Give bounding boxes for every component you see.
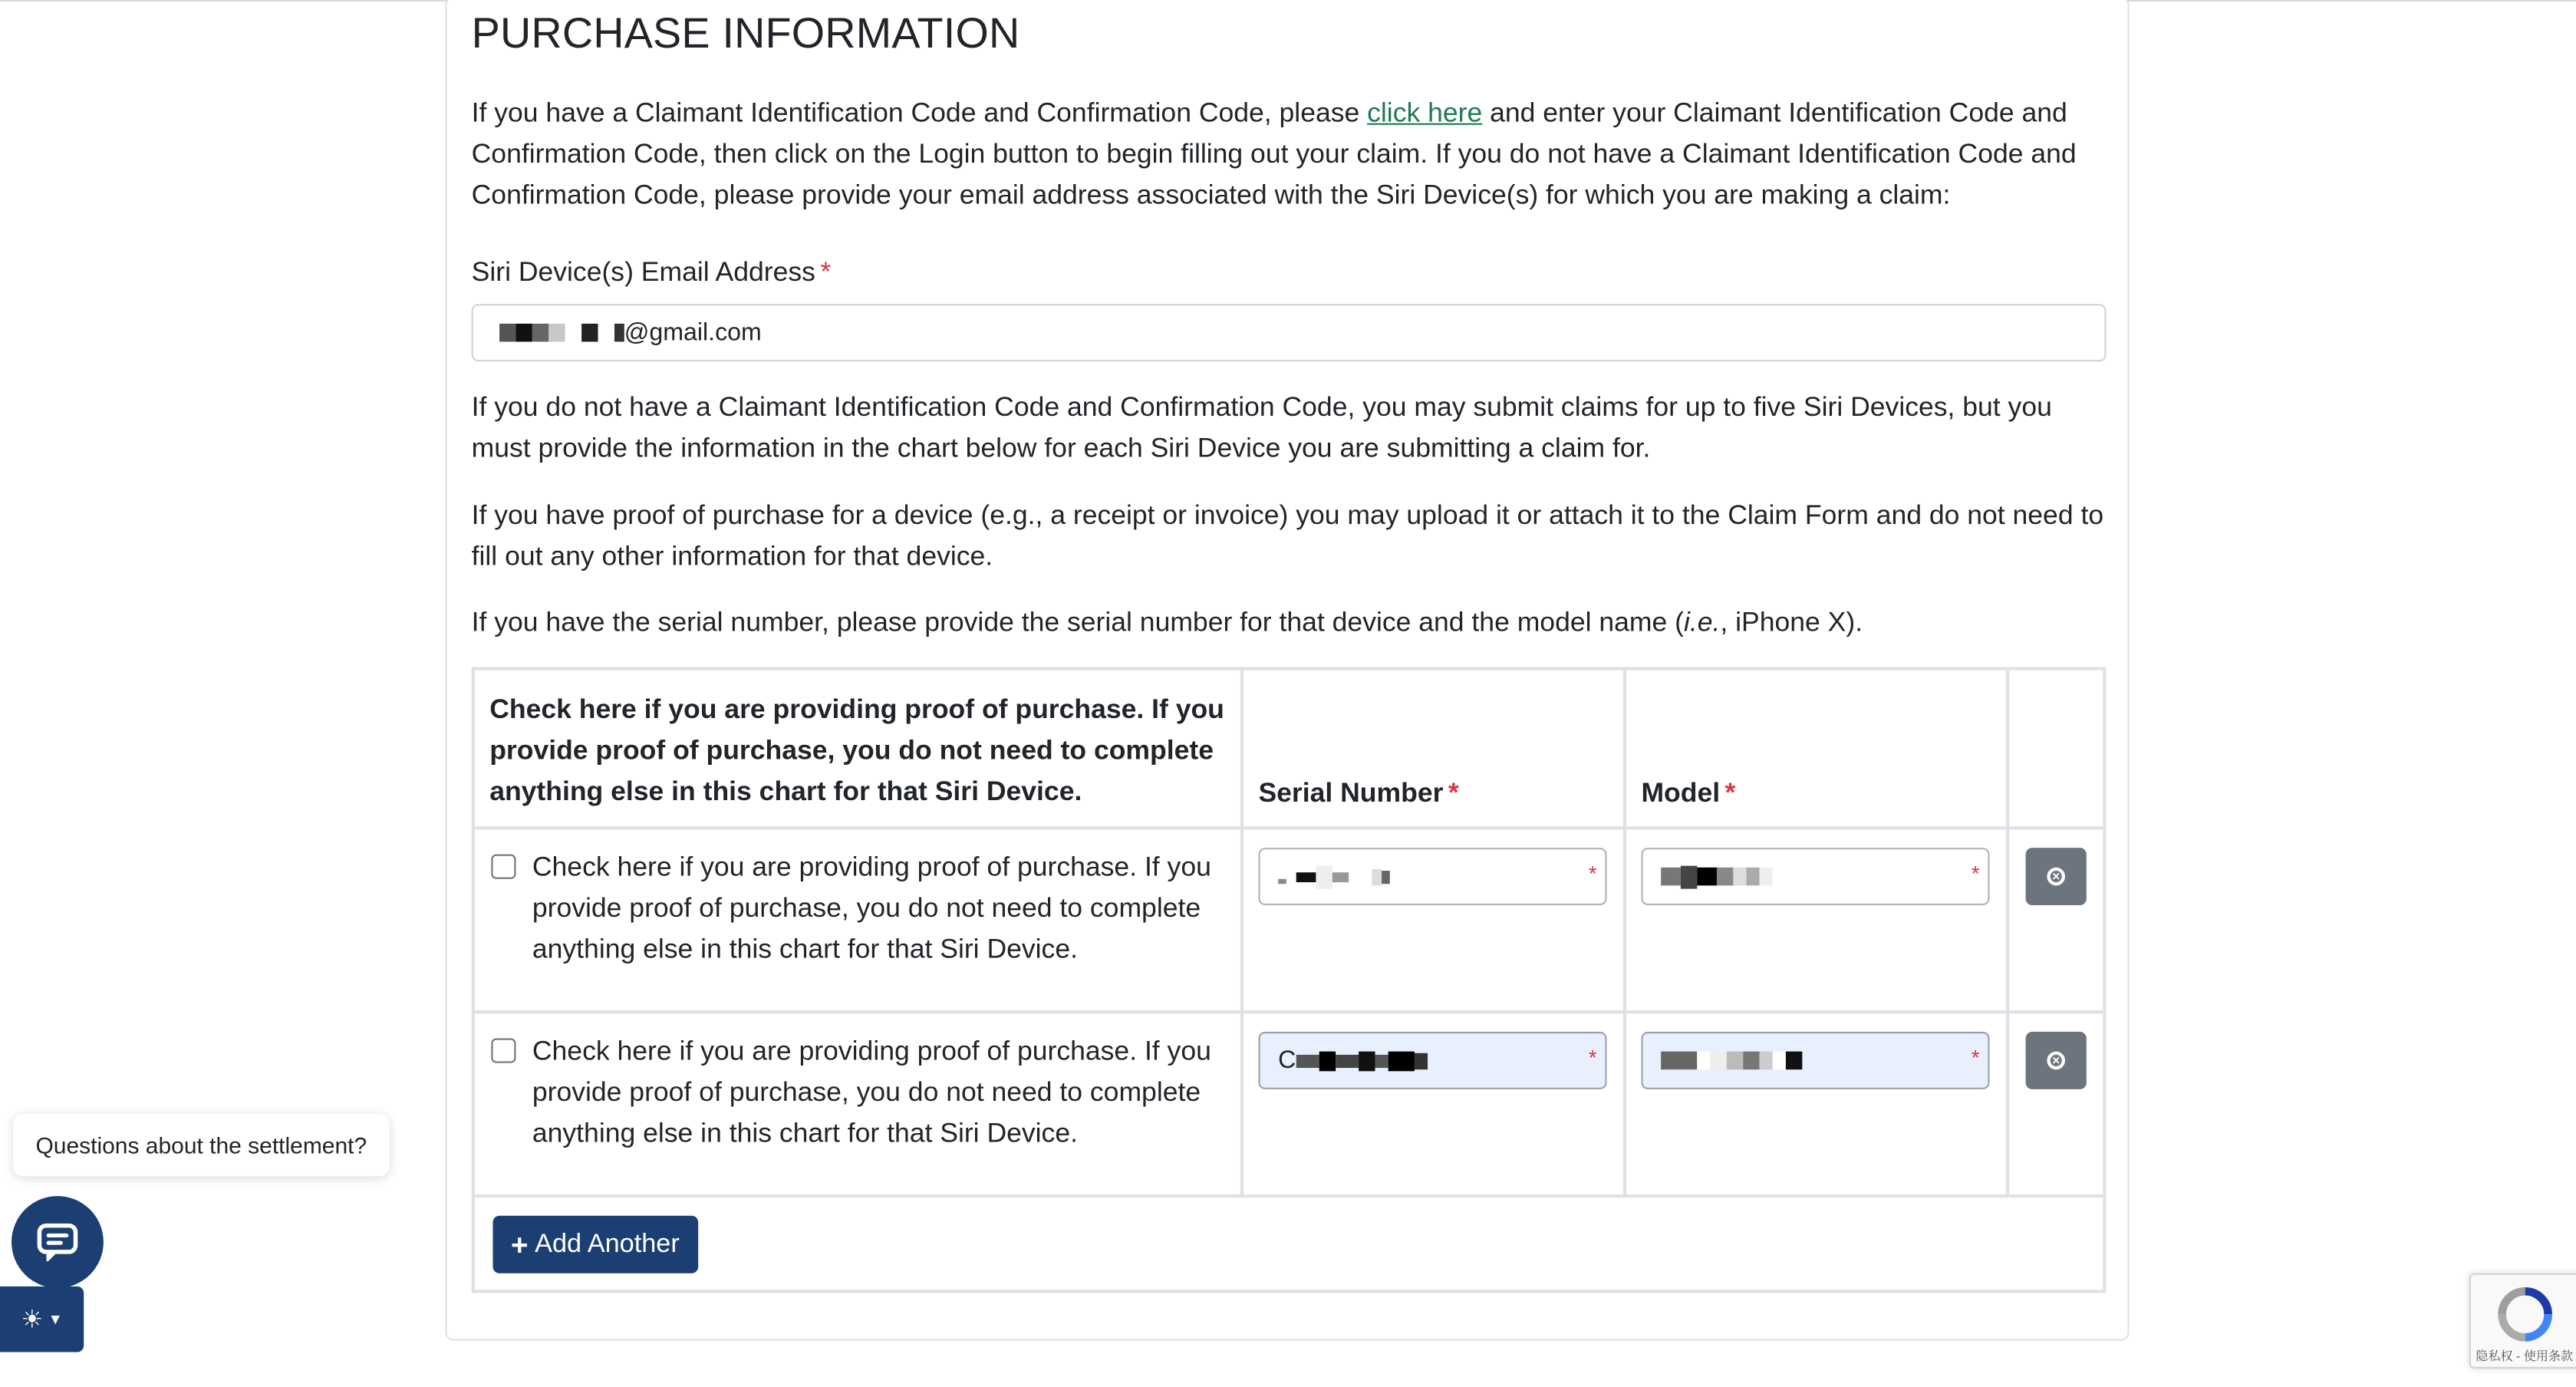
redacted-block	[614, 324, 624, 342]
row-1-action-cell	[2009, 830, 2103, 1014]
redacted-block	[1332, 871, 1349, 881]
row-2-proof-checkbox[interactable]	[491, 1038, 516, 1062]
email-value: @gmail.com	[624, 318, 762, 347]
add-another-label: Add Another	[535, 1229, 680, 1258]
redacted-block	[1733, 868, 1746, 886]
serial-text-1: If you have the serial number, please provide the serial number for that device and the model name (	[471, 606, 1684, 637]
redacted-block	[1336, 1054, 1359, 1067]
intro-text-2: and enter your Claimant Identification Code and Confirmation Code, then click on the Login button to begin filling out your claim. If you do not have a Claimant Identification Code and Confirmation Code, please provide your email address associated with the Siri Device(s) for which you are making a claim:	[471, 97, 2077, 211]
row-2-proof-label: Check here if you are providing proof of purchase. If you provide proof of purchase, you do not need to complete anything else in this chart for that Siri Device.	[532, 1035, 1211, 1148]
redacted-block	[581, 324, 598, 342]
header-model-text	[1641, 773, 1735, 814]
redacted-block	[499, 324, 516, 342]
required-asterisk: *	[1588, 1045, 1597, 1070]
row-2-model-cell	[1626, 1013, 2009, 1198]
row-1-model-cell	[1626, 830, 2009, 1014]
serial-paragraph	[472, 601, 2108, 643]
email-input[interactable]	[472, 304, 2107, 361]
recaptcha-badge[interactable]	[2469, 1273, 2576, 1369]
required-asterisk: *	[1448, 776, 1459, 809]
redacted-block	[1760, 868, 1773, 886]
redacted-block	[1319, 1051, 1335, 1071]
recaptcha-terms-text[interactable]: 隐私权 - 使用条款	[2476, 1349, 2574, 1364]
intro-text-1: If you have a Claimant Identification Code and Confirmation Code, please	[471, 97, 1368, 129]
redacted-block	[1316, 865, 1332, 888]
header-serial-text	[1258, 773, 1458, 814]
required-asterisk: *	[1588, 861, 1597, 886]
devices-table	[472, 667, 2107, 1293]
row-2-serial-input[interactable]	[1258, 1032, 1606, 1089]
redacted-block	[1415, 1053, 1428, 1069]
row-1-proof-checkbox[interactable]	[491, 855, 516, 879]
redacted-block	[1278, 879, 1286, 884]
redacted-block	[1760, 1052, 1773, 1070]
redacted-block	[1661, 1052, 1697, 1070]
redacted-block	[1681, 865, 1697, 888]
redacted-block	[1349, 868, 1372, 886]
header-model-label: Model	[1641, 776, 1721, 809]
redacted-block	[1697, 868, 1717, 886]
redacted-block	[1296, 1054, 1319, 1067]
row-2-model-input[interactable]	[1641, 1032, 1989, 1089]
header-model-cell	[1626, 670, 2009, 830]
recaptcha-icon	[2492, 1281, 2558, 1347]
intro-paragraph	[472, 92, 2108, 216]
redacted-block	[1286, 868, 1296, 886]
email-label-text: Siri Device(s) Email Address	[471, 256, 815, 288]
circle-x-icon: ×	[2047, 868, 2065, 886]
required-asterisk: *	[1971, 861, 1980, 886]
redacted-block	[1296, 871, 1316, 881]
header-action-cell	[2009, 670, 2103, 830]
serial-text-2: , iPhone X).	[1720, 606, 1863, 637]
row-1-remove-button[interactable]	[2026, 848, 2087, 905]
required-asterisk: *	[1724, 776, 1736, 809]
redacted-block	[1375, 1054, 1388, 1067]
sun-icon: ☀	[21, 1306, 44, 1334]
required-asterisk: *	[820, 256, 832, 288]
add-another-button[interactable]	[492, 1216, 698, 1273]
chat-icon	[35, 1219, 81, 1265]
redacted-block	[1697, 1052, 1710, 1070]
row-2-serial-cell	[1244, 1013, 1626, 1198]
redacted-block	[1359, 1051, 1375, 1071]
redacted-block	[1773, 1052, 1786, 1070]
five-devices-paragraph: If you do not have a Claimant Identification Code and Confirmation Code, you may submit claims for up to five Siri Devices, but you must provide the information in the chart below for each Siri Device you are submitting a claim for.	[471, 390, 2052, 463]
redacted-block	[598, 324, 614, 342]
redacted-block	[516, 324, 532, 342]
row-1-model-input[interactable]	[1641, 848, 1989, 905]
row-2-serial-value: C	[1278, 1046, 1296, 1075]
chat-prompt-bubble[interactable]: Questions about the settlement?	[13, 1114, 389, 1176]
redacted-block	[565, 324, 581, 342]
header-proof-cell	[475, 670, 1244, 830]
redacted-block	[1388, 1051, 1414, 1071]
theme-toggle-button[interactable]	[0, 1287, 84, 1352]
header-serial-cell	[1244, 670, 1626, 830]
click-here-link[interactable]: click here	[1367, 97, 1483, 129]
redacted-block	[1372, 868, 1382, 885]
header-serial-label: Serial Number	[1258, 776, 1444, 809]
email-label	[472, 255, 832, 291]
caret-down-icon: ▼	[48, 1310, 63, 1328]
row-2-remove-button[interactable]	[2026, 1032, 2087, 1089]
row-1-serial-input[interactable]	[1258, 848, 1606, 905]
redacted-block	[1747, 868, 1760, 886]
redacted-block	[1710, 1052, 1726, 1070]
row-1-serial-cell	[1244, 830, 1626, 1014]
redacted-block	[1661, 868, 1681, 886]
chat-launcher-button[interactable]	[12, 1196, 104, 1288]
redacted-block	[1717, 868, 1733, 886]
row-2-action-cell	[2009, 1013, 2103, 1198]
row-2-proof-cell	[475, 1013, 1244, 1198]
section-title: PURCHASE INFORMATION	[471, 8, 1020, 58]
plus-icon: +	[511, 1227, 529, 1261]
redacted-block	[548, 324, 565, 342]
circle-x-icon: ×	[2047, 1052, 2065, 1070]
header-proof-text: Check here if you are providing proof of purchase. If you provide proof of purchase, you do not need to complete anything else in this chart for that Siri Device.	[489, 693, 1224, 807]
serial-text-italic: i.e.	[1683, 606, 1721, 637]
redacted-block	[1727, 1052, 1743, 1070]
redacted-block	[532, 324, 548, 342]
redacted-block	[1743, 1052, 1759, 1070]
required-asterisk: *	[1971, 1045, 1980, 1070]
redacted-block	[1382, 870, 1390, 883]
row-1-proof-label: Check here if you are providing proof of purchase. If you provide proof of purchase, you do not need to complete anything else in this chart for that Siri Device.	[532, 851, 1211, 965]
proof-paragraph: If you have proof of purchase for a device (e.g., a receipt or invoice) you may upload it or attach it to the Claim Form and do not need to fill out any other information for that device.	[471, 499, 2104, 572]
row-1-proof-cell	[475, 830, 1244, 1014]
redacted-block	[1786, 1052, 1802, 1070]
